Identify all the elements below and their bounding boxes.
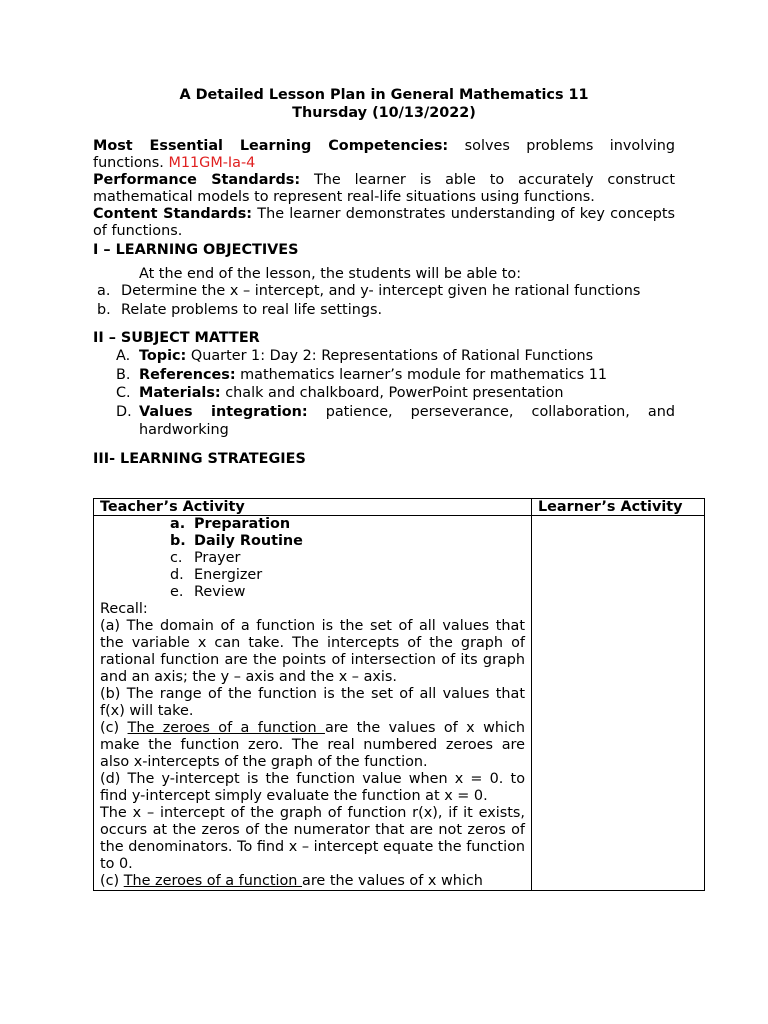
content-standards-text: The learner demonstrates understanding of key concepts of functions. (93, 206, 675, 239)
routine-steps (100, 516, 525, 601)
objective-marker: a. (97, 283, 111, 299)
recall-item-c (100, 720, 525, 771)
document-title (93, 86, 675, 122)
performance-paragraph (93, 172, 675, 206)
title-line-2: Thursday (10/13/2022) (292, 105, 476, 121)
recall-item-c-repeat (100, 873, 525, 890)
subject-marker: D. (116, 403, 132, 420)
title-line-1: A Detailed Lesson Plan in General Mathematics 11 (179, 87, 589, 103)
strategies-heading: III- LEARNING STRATEGIES (93, 450, 306, 467)
subject-matter-item (93, 366, 675, 385)
recall-item-a: (a) The domain of a function is the set of all values that the variable x can take. The intercepts of the graph of rational function are the points of intersection of its graph and an axis; the y – axis and the x – axis. (100, 618, 525, 685)
subject-label: Values integration: (139, 403, 308, 420)
table-header-row (94, 499, 705, 516)
subject-matter-item (93, 384, 675, 403)
subject-marker: A. (116, 348, 131, 364)
performance-text: The learner is able to accurately construct mathematical models to represent real-life situations using functions. (93, 172, 675, 205)
subject-text: mathematics learner’s module for mathematics 11 (235, 366, 608, 383)
step-item (170, 550, 525, 567)
subject-label: Materials: (139, 385, 221, 401)
competencies-text: solves problems involving functions. (93, 138, 676, 171)
recall-c2-rest: are the values of x which (302, 873, 483, 889)
recall-c-prefix: (c) (100, 720, 128, 736)
subject-text: Quarter 1: Day 2: Representations of Rational Functions (186, 348, 594, 364)
step-item (170, 567, 525, 584)
document-page (93, 86, 675, 468)
subject-matter-heading: II – SUBJECT MATTER (93, 330, 260, 346)
step-item (170, 516, 525, 533)
step-marker: b. (170, 533, 186, 549)
recall-item-b: (b) The range of the function is the set of all values that f(x) will take. (100, 686, 525, 719)
step-marker: a. (170, 516, 186, 532)
step-marker: d. (170, 567, 184, 583)
objective-item (93, 302, 675, 319)
step-text: Prayer (194, 550, 241, 566)
step-item (170, 533, 525, 550)
subject-label: Topic: (139, 348, 187, 364)
step-text: Preparation (194, 516, 291, 532)
subject-marker: C. (116, 385, 131, 401)
objective-marker: b. (97, 302, 111, 318)
recall-c2-underlined: The zeroes of a function (123, 873, 302, 889)
subject-matter-item (93, 403, 675, 440)
subject-text: chalk and chalkboard, PowerPoint presentation (220, 385, 564, 401)
competencies-paragraph (93, 138, 675, 172)
recall-item-d: (d) The y-intercept is the function value when x = 0. to find y-intercept simply evaluate the function at x = 0. (100, 771, 525, 804)
step-text: Review (194, 584, 246, 600)
step-marker: e. (170, 584, 184, 600)
objective-text: Relate problems to real life settings. (121, 302, 383, 318)
teacher-activity-cell (94, 516, 532, 891)
objectives-heading: I – LEARNING OBJECTIVES (93, 242, 299, 258)
recall-c2-prefix: (c) (100, 873, 124, 889)
objectives-intro: At the end of the lesson, the students will be able to: (139, 266, 522, 282)
recall-c-rest: are the values of x which make the function zero. The real numbered zeroes are also x-intercepts of the graph of the function. (100, 720, 525, 770)
step-marker: c. (170, 550, 183, 566)
subject-matter-item (93, 347, 675, 366)
subject-marker: B. (116, 366, 131, 383)
recall-c-underlined: The zeroes of a function (127, 720, 325, 736)
step-text: Energizer (194, 567, 263, 583)
step-text: Daily Routine (194, 533, 303, 549)
content-standards-paragraph (93, 206, 675, 240)
subject-label: References: (139, 366, 236, 383)
subject-text: patience, perseverance, collaboration, and hardworking (139, 403, 675, 438)
content-standards-label: Content Standards: (93, 206, 253, 222)
recall-label: Recall: (100, 601, 148, 617)
objective-item (93, 283, 675, 300)
learner-activity-header: Learner’s Activity (532, 499, 705, 516)
x-intercept-paragraph: The x – intercept of the graph of function r(x), if it exists, occurs at the zeros of the numerator that are not zeros of the denominators. To find x – intercept equate the function to 0. (100, 805, 525, 872)
learning-strategies-table (93, 498, 705, 891)
competencies-label: Most Essential Learning Competencies: (93, 138, 449, 154)
performance-label: Performance Standards: (93, 172, 301, 188)
competency-code: M11GM-Ia-4 (168, 155, 256, 171)
teacher-activity-header: Teacher’s Activity (94, 499, 532, 516)
learner-activity-cell (532, 516, 705, 891)
table-row (94, 516, 705, 891)
step-item (170, 584, 525, 601)
objective-text: Determine the x – intercept, and y- intercept given he rational functions (121, 283, 641, 299)
